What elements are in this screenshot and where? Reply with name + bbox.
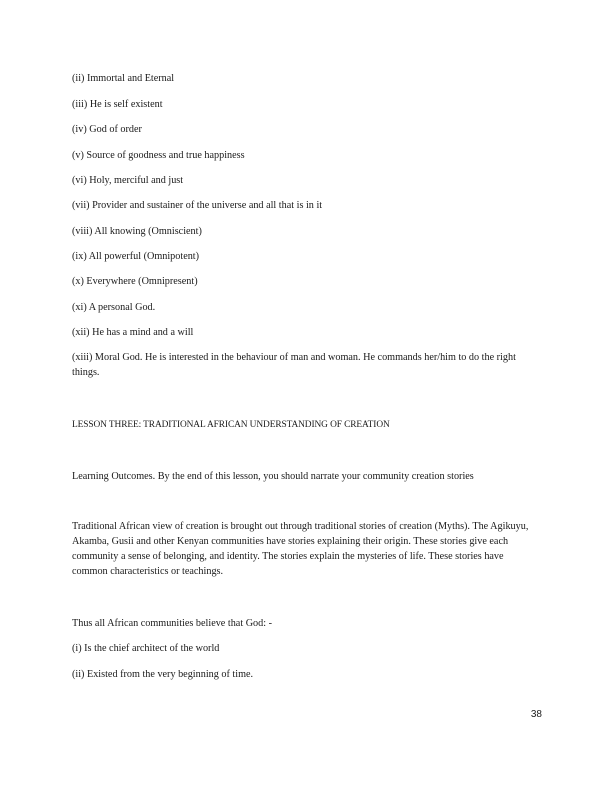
attribute-item: (xii) He has a mind and a will (72, 327, 194, 338)
lesson-heading: LESSON THREE: TRADITIONAL AFRICAN UNDERSTANDING OF CREATION (72, 420, 390, 430)
belief-item: (i) Is the chief architect of the world (72, 643, 220, 654)
attribute-item: (ii) Immortal and Eternal (72, 73, 175, 84)
belief-item: (ii) Existed from the very beginning of time. (72, 669, 254, 680)
attribute-item: (v) Source of goodness and true happiness (72, 150, 245, 161)
attribute-item: (iii) He is self existent (72, 99, 163, 110)
creation-paragraph: Traditional African view of creation is brought out through traditional stories of creation (Myths). The Agikuyu, Akamba, Gusii and other Kenyan communities have stories explaining their origin. These stories give each community a sense of belonging, and identity. The stories explain the mysteries of life. These stories have common characteristics or teachings. (72, 521, 529, 577)
attribute-item: (vi) Holy, merciful and just (72, 175, 184, 186)
attribute-item: (vii) Provider and sustainer of the universe and all that is in it (72, 200, 323, 211)
attribute-item: (x) Everywhere (Omnipresent) (72, 276, 198, 287)
attribute-item: (iv) God of order (72, 124, 142, 135)
page-number: 38 (530, 709, 542, 720)
attribute-item: (xi) A personal God. (72, 302, 156, 313)
learning-outcomes: Learning Outcomes. By the end of this lesson, you should narrate your community creation stories (72, 471, 474, 482)
belief-intro: Thus all African communities believe that God: - (72, 618, 273, 629)
attribute-item: (ix) All powerful (Omnipotent) (72, 251, 200, 262)
attribute-item: (xiii) Moral God. He is interested in the behaviour of man and woman. He commands her/him to do the right things. (72, 352, 516, 378)
attribute-item: (viii) All knowing (Omniscient) (72, 226, 202, 237)
